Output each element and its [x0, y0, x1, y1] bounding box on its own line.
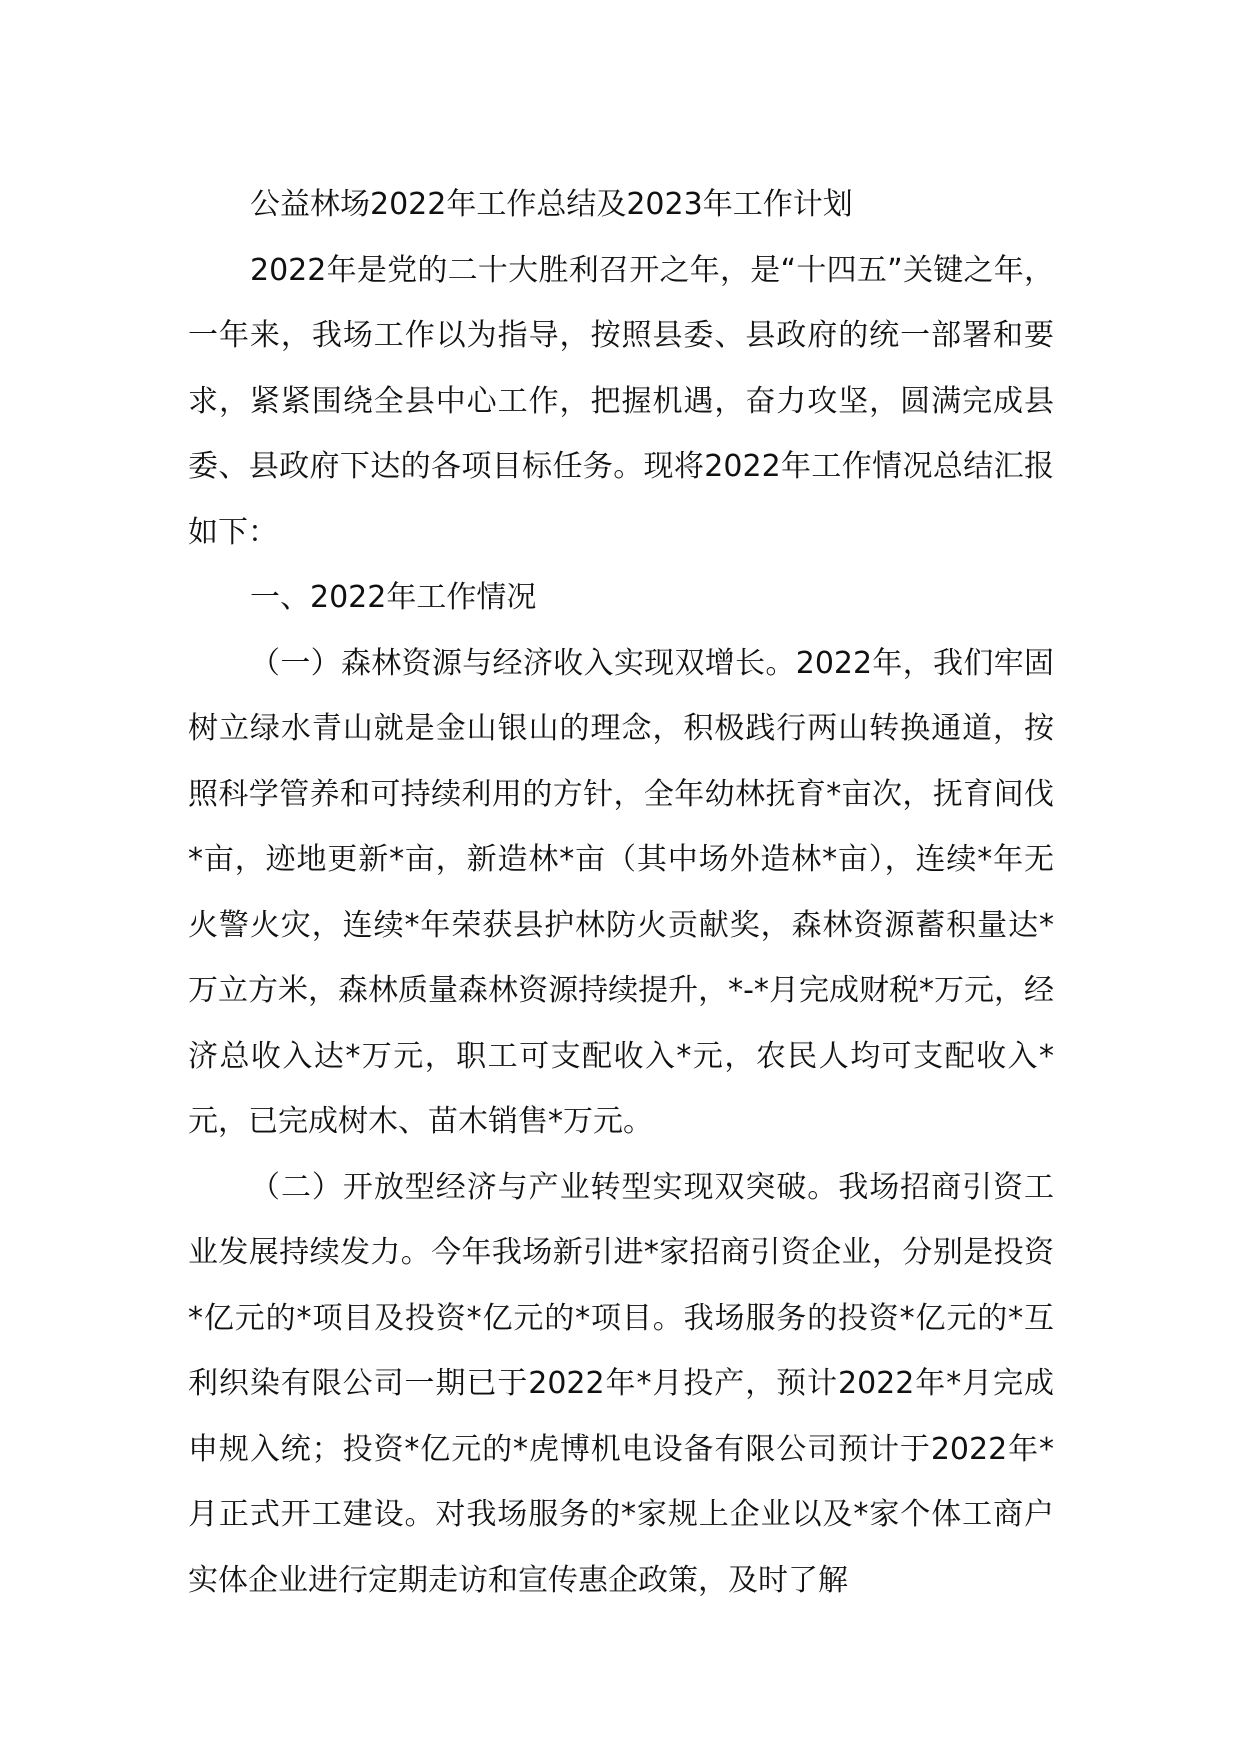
paragraph-forest-resources: （一）森林资源与经济收入实现双增长。2022年，我们牢固树立绿水青山就是金山银山的理念，积极践行两山转换通道，按照科学管养和可持续利用的方针，全年幼林抚育*亩次，抚育间伐*亩，迹地更新*亩，新造林*亩（其中场外造林*亩），连续*年无火警火灾，连续*年荣获县护林防火贡献奖，森林资源蓄积量达*万立方米，森林质量森林资源持续提升，*-*月完成财税*万元，经济总收入达*万元，职工可支配收入*元，农民人均可支配收入*元，已完成树木、苗木销售*万元。	[188, 645, 1054, 1139]
section-heading: 一、2022年工作情况	[250, 580, 537, 615]
document-title: 公益林场2022年工作总结及2023年工作计划	[250, 187, 853, 222]
paragraph-intro: 2022年是党的二十大胜利召开之年，是“十四五”关键之年，一年来，我场工作以为指导，按照县委、县政府的统一部署和要求，紧紧围绕全县中心工作，把握机遇，奋力攻坚，圆满完成县委、县政府下达的各项目标任务。现将2022年工作情况总结汇报如下：	[188, 252, 1054, 550]
paragraph-open-economy: （二）开放型经济与产业转型实现双突破。我场招商引资工业发展持续发力。今年我场新引进*家招商引资企业，分别是投资*亿元的*项目及投资*亿元的*项目。我场服务的投资*亿元的*互利织染有限公司一期已于2022年*月投产，预计2022年*月完成申规入统；投资*亿元的*虎博机电设备有限公司预计于2022年*月正式开工建设。对我场服务的*家规上企业以及*家个体工商户实体企业进行定期走访和宣传惠企政策，及时了解	[188, 1169, 1054, 1598]
document-body	[188, 172, 1054, 1613]
